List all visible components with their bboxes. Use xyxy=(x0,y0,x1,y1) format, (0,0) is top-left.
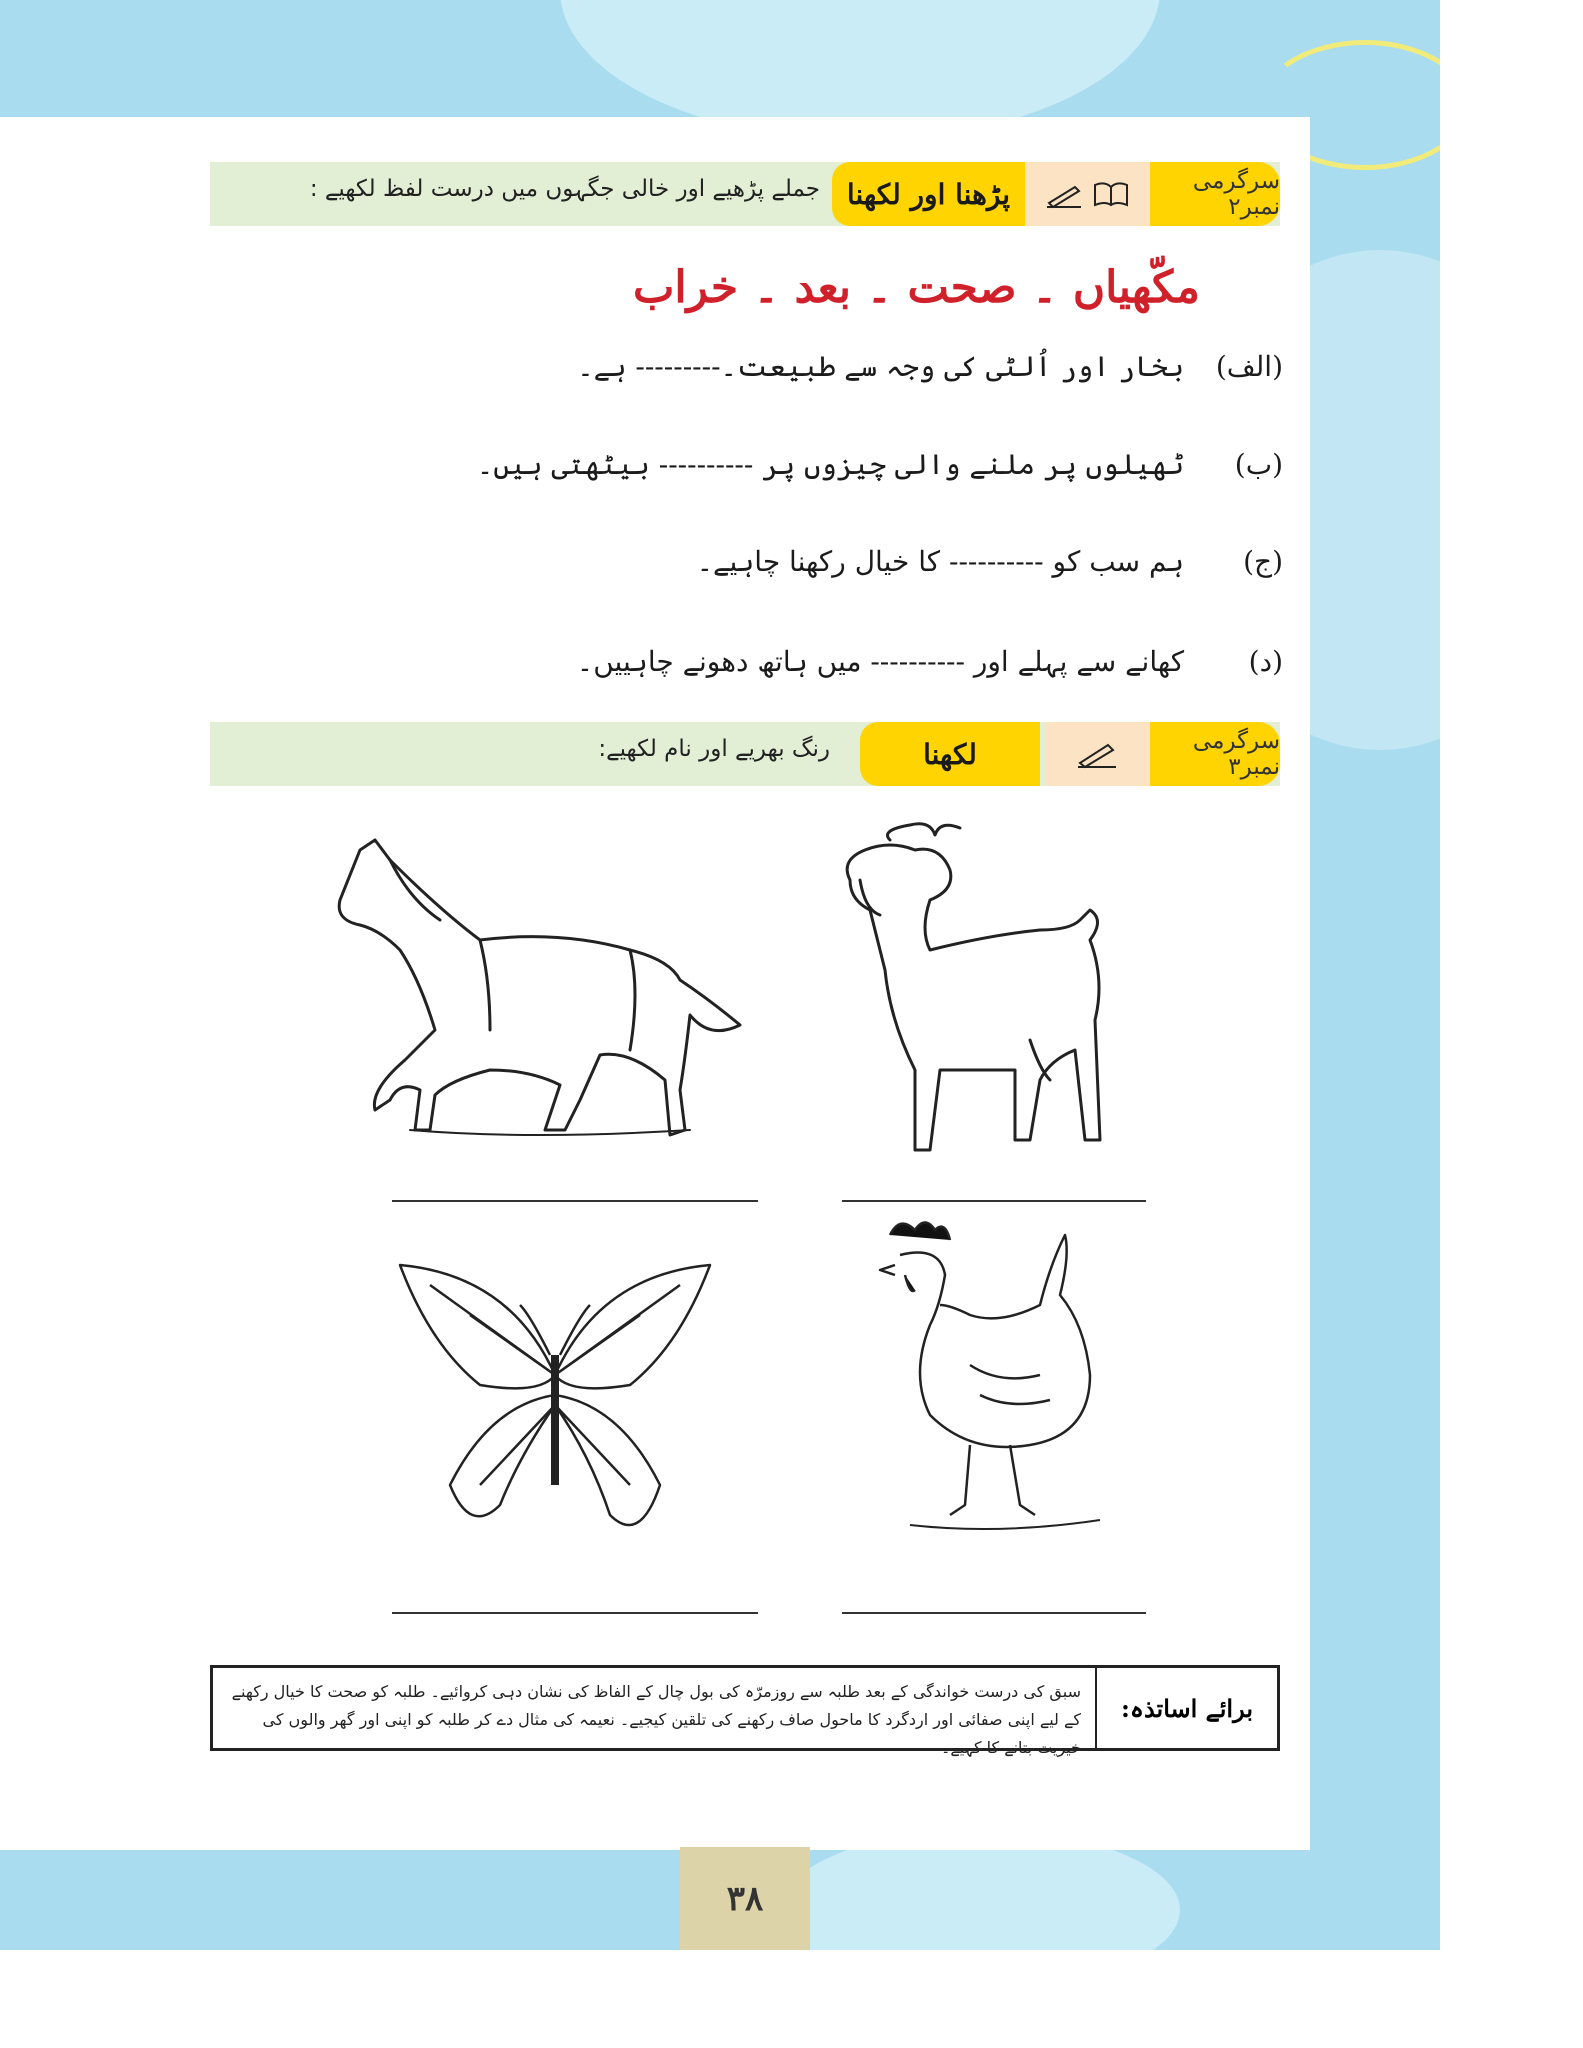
activity3-instruction: رنگ بھریے اور نام لکھیے: xyxy=(598,736,830,762)
activity3-title: لکھنا xyxy=(860,722,1040,786)
activity3-number: سرگرمی نمبر۳ xyxy=(1150,722,1280,786)
horse-drawing xyxy=(330,830,750,1150)
activity3-banner xyxy=(210,722,1280,786)
question-label: (الف) xyxy=(1215,350,1283,383)
activity3-icons xyxy=(1045,722,1150,786)
pen-writing-icon xyxy=(1076,739,1120,769)
question-bay xyxy=(477,448,1283,481)
question-label: (ب) xyxy=(1234,448,1283,481)
question-jeem xyxy=(697,545,1283,578)
teacher-note-text: سبق کی درست خواندگی کے بعد طلبہ سے روزمرّہ کی بول چال کے الفاظ کی نشان دہی کروائیے۔ طلبہ کو صحت کا خیال رکھنے کے لیے اپنی صفائی اور اردگرد کا ماحول صاف رکھنے کی تلقین کیجیے۔ نعیمہ کی مثال دے کر طلبہ کو اپنی اور گھر والوں کی خیریت بتانے کا کہیے۔ xyxy=(231,1682,1081,1757)
activity2-instruction: جملے پڑھیے اور خالی جگہوں میں درست لفظ لکھیے : xyxy=(309,176,820,202)
question-daal xyxy=(577,645,1283,678)
question-alif xyxy=(577,350,1283,383)
butterfly-drawing xyxy=(390,1255,720,1555)
goat-drawing xyxy=(820,820,1140,1160)
pen-writing-icon xyxy=(1045,179,1085,209)
activity2-icons xyxy=(1025,162,1150,226)
question-text: ہم سب کو ---------- کا خیال رکھنا چاہیے۔ xyxy=(696,545,1185,578)
word-bank: مکّھیاں ۔ صحت ۔ بعد ۔ خراب xyxy=(632,262,1200,313)
teacher-note-heading: برائے اساتذہ: xyxy=(1095,1668,1277,1748)
question-text: بخار اور اُلٹی کی وجہ سے طبیعت۔--------- ہے۔ xyxy=(577,350,1185,383)
question-text: ٹھیلوں پر ملنے والی چیزوں پر ---------- بیٹھتی ہیں۔ xyxy=(476,448,1185,481)
hen-drawing xyxy=(870,1215,1130,1555)
activity2-title: پڑھنا اور لکھنا xyxy=(832,162,1025,226)
question-label: (د) xyxy=(1248,645,1283,678)
answer-line xyxy=(392,1200,758,1202)
activity2-number: سرگرمی نمبر۲ xyxy=(1150,162,1280,226)
answer-line xyxy=(842,1612,1146,1614)
open-book-icon xyxy=(1091,179,1131,209)
activity2-banner xyxy=(210,162,1280,226)
answer-line xyxy=(392,1612,758,1614)
answer-line xyxy=(842,1200,1146,1202)
teacher-note-box xyxy=(210,1665,1280,1757)
question-text: کھانے سے پہلے اور ---------- میں ہاتھ دھونے چاہییں۔ xyxy=(576,645,1185,678)
question-label: (ج) xyxy=(1243,545,1283,578)
page-number: ۳۸ xyxy=(680,1847,810,1950)
